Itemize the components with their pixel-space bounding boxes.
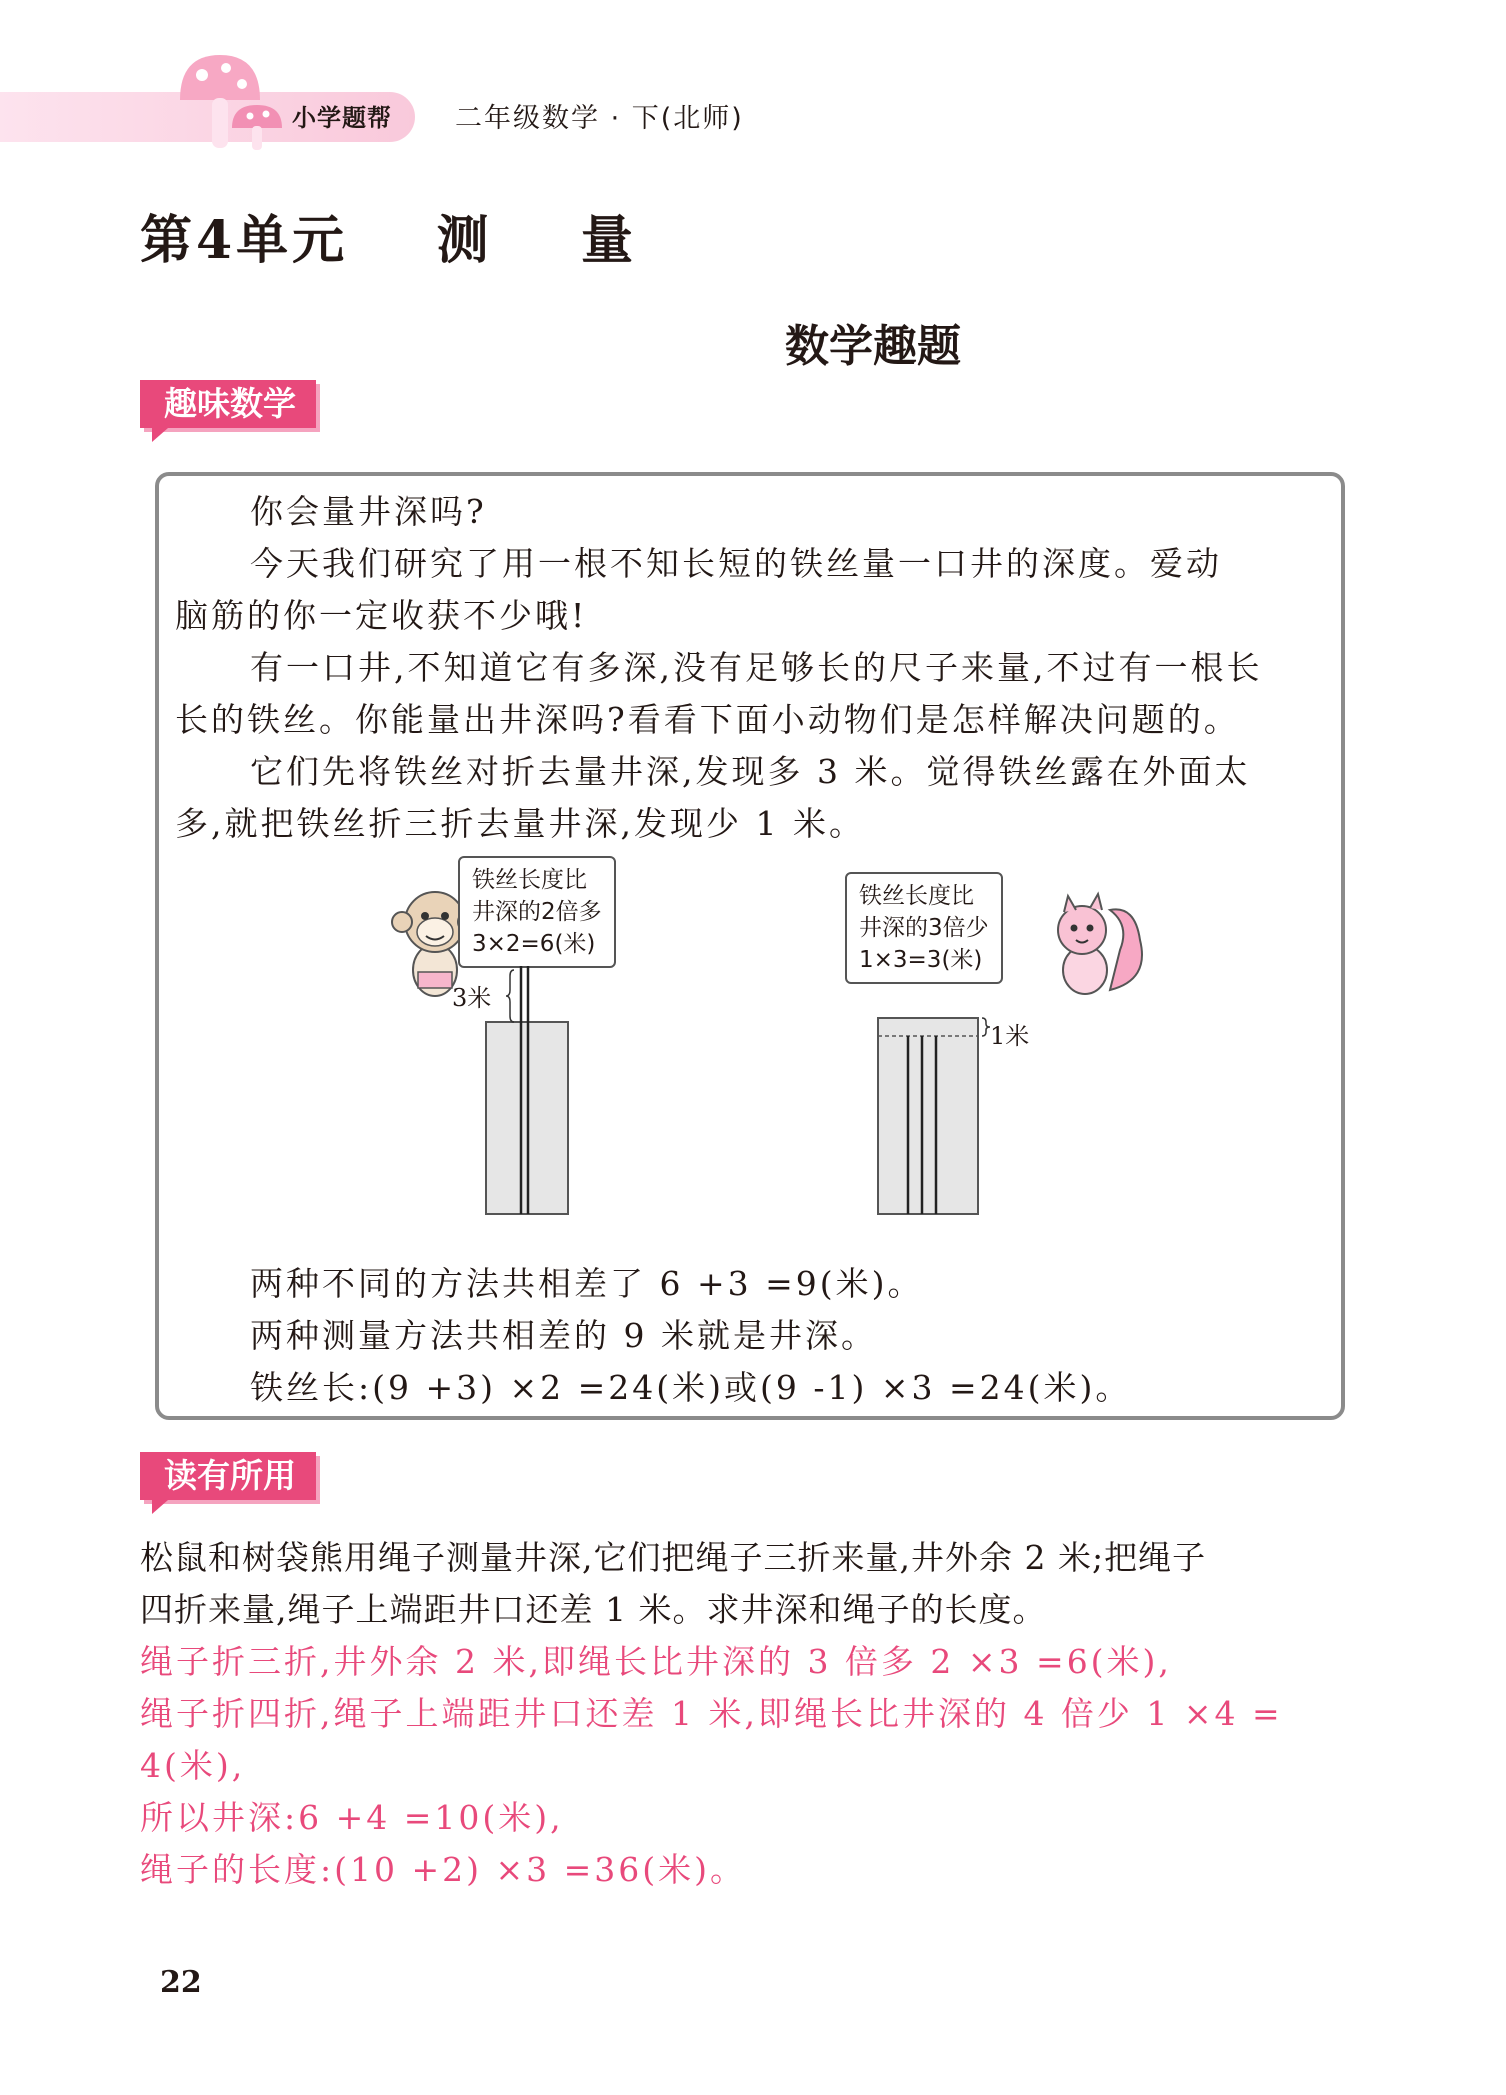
answer-line: 绳子的长度:(10 +2) ×3 =36(米)。 bbox=[140, 1850, 747, 1889]
left-measure-label: 3米 bbox=[452, 984, 492, 1012]
answer-line: 绳子折三折,井外余 2 米,即绳长比井深的 3 倍多 2 ×3 =6(米), bbox=[140, 1642, 1172, 1681]
bubble-line: 铁丝长度比 bbox=[859, 883, 974, 909]
left-speech-bubble bbox=[458, 856, 616, 968]
right-speech-bubble bbox=[845, 872, 1003, 984]
conclusion-line: 两种不同的方法共相差了 6 +3 =9(米)。 bbox=[250, 1264, 924, 1303]
answer-line: 绳子折四折,绳子上端距井口还差 1 米,即绳长比井深的 4 倍少 1 ×4 = bbox=[140, 1694, 1283, 1733]
story-line: 多,就把铁丝折三折去量井深,发现少 1 米。 bbox=[175, 804, 865, 843]
fun-math-tag: 趣味数学 bbox=[140, 380, 316, 428]
mushroom-logo-icon bbox=[160, 50, 300, 155]
unit-title: 第4单元 测 量 bbox=[140, 210, 638, 271]
answer-line: 4(米), bbox=[140, 1746, 246, 1785]
conclusion-line: 铁丝长:(9 +3) ×2 =24(米)或(9 -1) ×3 =24(米)。 bbox=[250, 1368, 1132, 1407]
bubble-line: 井深的2倍多 bbox=[472, 899, 602, 925]
section-title: 数学趣题 bbox=[785, 321, 961, 372]
bubble-line: 3×2=6(米) bbox=[472, 931, 596, 957]
problem-line: 松鼠和树袋熊用绳子测量井深,它们把绳子三折来量,井外余 2 米;把绳子 bbox=[140, 1538, 1207, 1577]
right-measure-label: 1米 bbox=[990, 1022, 1030, 1050]
problem-line: 四折来量,绳子上端距井口还差 1 米。求井深和绳子的长度。 bbox=[140, 1590, 1047, 1629]
book-title: 二年级数学 · 下(北师) bbox=[455, 103, 744, 134]
bubble-line: 1×3=3(米) bbox=[859, 947, 983, 973]
brand-label: 小学题帮 bbox=[292, 104, 392, 132]
story-line: 今天我们研究了用一根不知长短的铁丝量一口井的深度。爱动 bbox=[250, 544, 1222, 583]
bubble-line: 铁丝长度比 bbox=[472, 867, 587, 893]
read-use-tag: 读有所用 bbox=[140, 1452, 316, 1500]
answer-line: 所以井深:6 +4 =10(米), bbox=[140, 1798, 564, 1837]
bubble-line: 井深的3倍少 bbox=[859, 915, 989, 941]
story-line: 脑筋的你一定收获不少哦! bbox=[175, 596, 588, 635]
story-line: 长的铁丝。你能量出井深吗?看看下面小动物们是怎样解决问题的。 bbox=[175, 700, 1240, 739]
conclusion-line: 两种测量方法共相差的 9 米就是井深。 bbox=[250, 1316, 877, 1355]
story-line: 你会量井深吗? bbox=[250, 492, 487, 531]
story-line: 它们先将铁丝对折去量井深,发现多 3 米。觉得铁丝露在外面太 bbox=[250, 752, 1251, 791]
page-number: 22 bbox=[160, 1965, 202, 2000]
squirrel-illustration bbox=[1040, 890, 1150, 1005]
story-line: 有一口井,不知道它有多深,没有足够长的尺子来量,不过有一根长 bbox=[250, 648, 1263, 687]
